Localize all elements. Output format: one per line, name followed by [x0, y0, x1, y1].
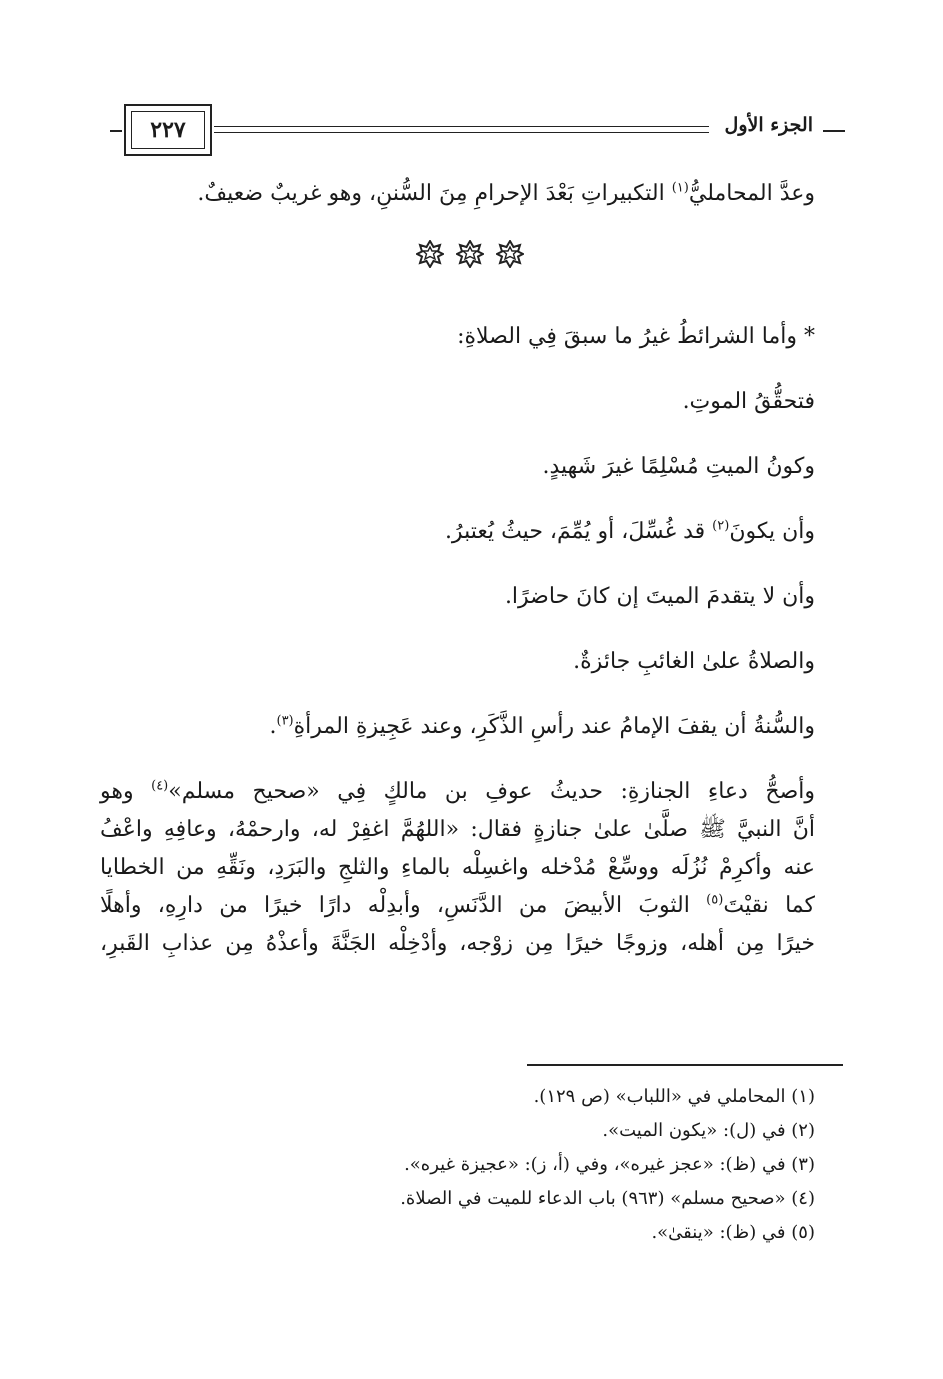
star-ornament-icon	[456, 240, 484, 268]
footnote: (٥) في (ظ): «ينقىٰ».	[651, 1222, 815, 1243]
section-heading: * وأما الشرائطُ غيرُ ما سبقَ فِي الصلاةِ:	[457, 324, 815, 349]
main-text	[100, 168, 815, 963]
sunnah-line: والسُّنةُ أن يقفَ الإمامُ عند رأسِ الذَّكَرِ، وعند عَجِيزةِ المرأةِ$^{(٣)}$.	[269, 713, 815, 739]
condition-line: والصلاةُ علىٰ الغائبِ جائزةٌ.	[573, 649, 815, 674]
text-line: وأصحُّ دعاءِ الجنازةِ: حديثُ عوفِ بن مالكٍ فِي «صحيح مسلم»$^{(٤)}$ وهو	[100, 778, 815, 804]
footnote-marker[interactable]: (٥)	[706, 892, 724, 908]
running-title: الجزء الأول	[724, 114, 813, 136]
header-rule-middle	[214, 126, 709, 127]
footnote-marker[interactable]: (٢)	[712, 518, 730, 534]
text-line: وعدَّ المحامليُّ$^{(١)}$ التكبيراتِ بَعْدَ الإحرامِ مِنَ السُّننِ، وهو غريبٌ ضعيفٌ.	[197, 180, 815, 206]
page-number-frame	[124, 104, 212, 156]
footnote: (١) المحاملي في «اللباب» (ص ١٢٩).	[533, 1086, 815, 1107]
star-ornament-icon	[496, 240, 524, 268]
footnote: (٤) «صحيح مسلم» (٩٦٣) باب الدعاء للميت في الصلاة.	[400, 1188, 815, 1209]
footnote-marker[interactable]: (١)	[671, 180, 689, 196]
header-rule-left	[110, 130, 122, 132]
footnote: (٣) في (ظ): «عجز غيره»، وفي (أ، ز): «عجيزة غيره».	[404, 1154, 815, 1175]
header-rule-middle-lower	[214, 132, 709, 133]
footnote-marker[interactable]: (٣)	[276, 713, 294, 729]
text-line: أنَّ النبيَّ ﷺ صلَّىٰ علىٰ جنازةٍ فقال: «اللهُمَّ اغفِرْ له، وارحمْهُ، وعافِهِ واعْفُ	[100, 817, 815, 842]
text-line: كما نقيْتَ$^{(٥)}$ الثوبَ الأبيضَ من الدَّنَسِ، وأبدِلْه دارًا خيرًا من دارِهِ، وأهلًا	[100, 892, 815, 918]
page-number: ٢٢٧	[131, 111, 205, 149]
page-header	[110, 104, 845, 160]
footnote-separator	[527, 1064, 843, 1066]
condition-line: وكونُ الميتِ مُسْلِمًا غيرَ شَهيدٍ.	[542, 454, 815, 479]
text-line: عنه وأكرِمْ نُزُلَه ووسِّعْ مُدْخله واغسِلْه بالماءِ والثلجِ والبَرَدِ، ونَقِّهِ من الخطايا	[100, 855, 815, 880]
footnote: (٢) في (ل): «يكون الميت».	[602, 1120, 815, 1141]
condition-line: فتحقُّقُ الموتِ.	[682, 389, 815, 414]
footnote-marker[interactable]: (٤)	[151, 778, 169, 794]
condition-line: وأن يكونَ$^{(٢)}$ قد غُسِّلَ، أو يُمِّمَ، حيثُ يُعتبرُ.	[444, 518, 815, 544]
condition-line: وأن لا يتقدمَ الميتَ إن كانَ حاضرًا.	[504, 584, 815, 609]
star-ornament-icon	[416, 240, 444, 268]
header-rule-right	[823, 130, 845, 132]
text-line: خيرًا مِن أهله، وزوجًا خيرًا مِن زوْجه، وأدْخِلْه الجَنَّةَ وأعذْهُ مِن عذابِ القَبرِ،	[100, 931, 815, 956]
dua-paragraph	[100, 773, 815, 963]
section-divider-ornaments	[416, 240, 524, 270]
footnotes	[120, 1080, 815, 1250]
